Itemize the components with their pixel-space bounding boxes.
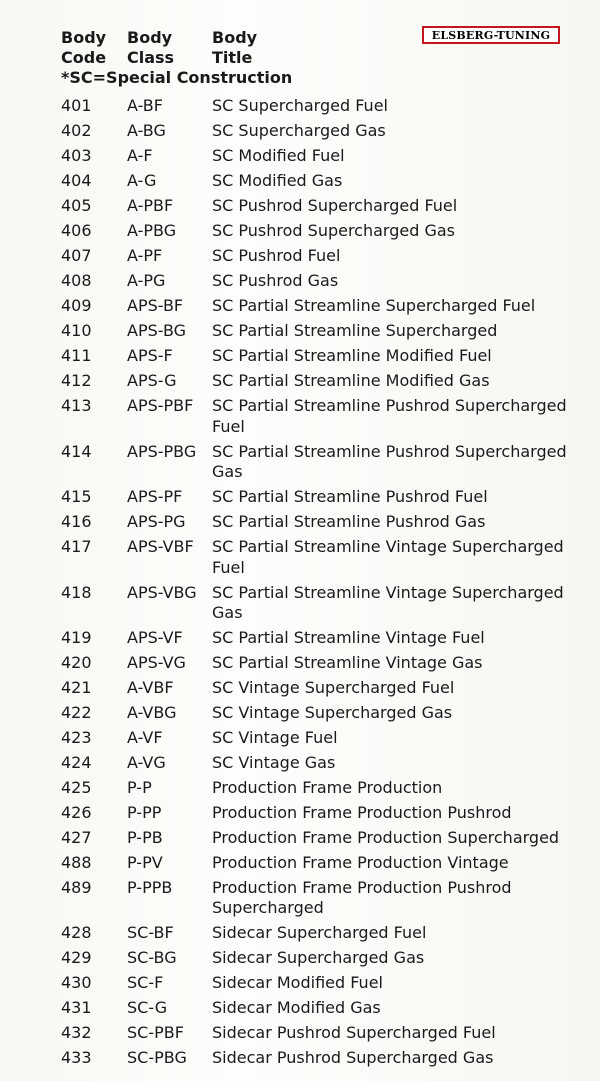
body-class-cell: A-PF [127,246,163,266]
body-code-cell: 422 [61,702,92,722]
body-title-cell: SC Modified Fuel [212,146,345,166]
table-row [0,1046,600,1071]
header-body-class: Body Class [127,28,175,67]
table-row [0,801,600,826]
body-code-cell: 430 [61,973,92,993]
body-title-cell: SC Pushrod Supercharged Fuel [212,196,458,216]
body-title-cell: Production Frame Production [212,777,443,797]
body-title-cell: Sidecar Supercharged Gas [212,948,425,968]
body-code-cell: 429 [61,948,92,968]
body-class-cell: A-PBG [127,221,177,241]
table-row [0,344,600,369]
body-class-cell: A-BG [127,121,166,141]
table-row [0,485,600,510]
body-class-cell: SC-PBF [127,1023,184,1043]
body-title-cell: SC Modified Gas [212,171,343,191]
body-code-table [0,94,600,1071]
body-class-cell: A-G [127,171,157,191]
body-code-cell: 489 [61,877,92,897]
table-row [0,119,600,144]
table-row [0,776,600,801]
body-code-cell: 417 [61,537,92,557]
body-code-cell: 404 [61,171,92,191]
body-class-cell: SC-G [127,998,168,1018]
body-code-cell: 414 [61,441,92,461]
body-title-cell: SC Pushrod Gas [212,271,339,291]
table-row [0,876,600,921]
body-class-cell: SC-PBG [127,1048,187,1068]
body-class-cell: SC-F [127,973,164,993]
body-class-cell: APS-F [127,346,173,366]
body-class-cell: SC-BF [127,923,174,943]
header-body-title: Body Title [212,28,258,67]
body-class-cell: P-P [127,777,152,797]
body-title-cell: Sidecar Pushrod Supercharged Fuel [212,1023,496,1043]
table-row [0,219,600,244]
body-class-cell: APS-PG [127,512,186,532]
table-row [0,439,600,484]
table-row [0,751,600,776]
table-row [0,946,600,971]
body-class-cell: P-PPB [127,877,173,897]
body-code-cell: 412 [61,371,92,391]
table-row [0,676,600,701]
table-row [0,510,600,535]
body-code-cell: 406 [61,221,92,241]
body-title-cell: Production Frame Production Pushrod Supercharged [212,877,512,918]
body-code-cell: 488 [61,852,92,872]
body-code-cell: 415 [61,487,92,507]
body-code-cell: 420 [61,652,92,672]
body-code-cell: 401 [61,96,92,116]
body-title-cell: SC Partial Streamline Vintage Supercharged Fuel [212,537,564,577]
body-code-cell: 407 [61,246,92,266]
body-title-cell: SC Partial Streamline Vintage Supercharged Gas [212,582,564,622]
header-body-code: Body Code [61,28,107,67]
body-class-cell: APS-BF [127,296,184,316]
body-class-cell: APS-VF [127,627,183,647]
body-class-cell: APS-PBF [127,396,194,416]
body-class-cell: A-F [127,146,153,166]
sc-footnote: *SC=Special Construction [61,68,293,87]
body-code-cell: 413 [61,396,92,416]
body-title-cell: SC Partial Streamline Supercharged [212,321,498,341]
body-code-cell: 410 [61,321,92,341]
body-title-cell: Sidecar Supercharged Fuel [212,923,427,943]
body-title-cell: SC Partial Streamline Supercharged Fuel [212,296,536,316]
table-row [0,94,600,119]
body-class-cell: APS-VBG [127,582,197,602]
table-row [0,921,600,946]
body-title-cell: SC Partial Streamline Vintage Fuel [212,627,485,647]
body-class-cell: A-VBF [127,677,174,697]
body-code-cell: 424 [61,752,92,772]
body-code-cell: 409 [61,296,92,316]
body-title-cell: Production Frame Production Pushrod [212,802,512,822]
table-row [0,626,600,651]
table-row [0,169,600,194]
body-class-cell: APS-PF [127,487,183,507]
table-row [0,294,600,319]
body-code-cell: 426 [61,802,92,822]
body-title-cell: Sidecar Pushrod Supercharged Gas [212,1048,494,1068]
body-code-cell: 405 [61,196,92,216]
body-title-cell: SC Vintage Gas [212,752,336,772]
body-class-cell: APS-VBF [127,537,194,557]
body-title-cell: Sidecar Modified Fuel [212,973,383,993]
body-title-cell: SC Vintage Fuel [212,727,338,747]
body-class-cell: A-PBF [127,196,174,216]
body-title-cell: SC Pushrod Supercharged Gas [212,221,455,241]
body-code-cell: 428 [61,923,92,943]
body-code-cell: 432 [61,1023,92,1043]
body-code-cell: 419 [61,627,92,647]
table-row [0,244,600,269]
body-title-cell: SC Supercharged Gas [212,121,386,141]
body-code-cell: 418 [61,582,92,602]
body-code-cell: 408 [61,271,92,291]
body-code-cell: 433 [61,1048,92,1068]
body-code-cell: 427 [61,827,92,847]
body-title-cell: SC Vintage Supercharged Gas [212,702,453,722]
table-row [0,701,600,726]
table-row [0,851,600,876]
table-row [0,535,600,580]
body-class-cell: P-PV [127,852,163,872]
body-title-cell: SC Partial Streamline Modified Gas [212,371,490,391]
body-title-cell: SC Partial Streamline Pushrod Supercharged Gas [212,441,567,482]
body-class-cell: APS-G [127,371,177,391]
body-class-cell: A-VG [127,752,166,772]
table-row [0,826,600,851]
table-row [0,1021,600,1046]
body-class-cell: A-BF [127,96,163,116]
body-title-cell: SC Partial Streamline Pushrod Gas [212,512,486,532]
body-code-cell: 416 [61,512,92,532]
body-title-cell: Sidecar Modified Gas [212,998,381,1018]
body-class-cell: APS-VG [127,652,186,672]
body-title-cell: Production Frame Production Vintage [212,852,509,872]
body-class-cell: APS-BG [127,321,187,341]
body-class-cell: P-PB [127,827,163,847]
body-code-cell: 431 [61,998,92,1018]
body-class-cell: P-PP [127,802,162,822]
table-row [0,726,600,751]
table-row [0,319,600,344]
body-code-cell: 423 [61,727,92,747]
body-title-cell: SC Supercharged Fuel [212,96,388,116]
body-title-cell: SC Vintage Supercharged Fuel [212,677,455,697]
table-row [0,269,600,294]
table-row [0,144,600,169]
body-code-cell: 425 [61,777,92,797]
table-row [0,651,600,676]
body-class-cell: APS-PBG [127,441,197,461]
body-class-cell: A-PG [127,271,166,291]
body-class-cell: SC-BG [127,948,177,968]
body-class-cell: A-VBG [127,702,177,722]
body-title-cell: SC Partial Streamline Pushrod Fuel [212,487,488,507]
table-row [0,971,600,996]
body-code-cell: 402 [61,121,92,141]
body-class-cell: A-VF [127,727,163,747]
body-title-cell: SC Partial Streamline Pushrod Supercharged Fuel [212,396,567,436]
body-title-cell: Production Frame Production Supercharged [212,827,560,847]
body-title-cell: SC Pushrod Fuel [212,246,341,266]
table-row [0,580,600,625]
table-row [0,194,600,219]
watermark-logo: ELSBERG-TUNING [422,26,560,44]
table-row [0,996,600,1021]
body-code-cell: 403 [61,146,92,166]
body-title-cell: SC Partial Streamline Modified Fuel [212,346,492,366]
table-row [0,394,600,439]
body-title-cell: SC Partial Streamline Vintage Gas [212,652,483,672]
body-code-cell: 421 [61,677,92,697]
body-code-cell: 411 [61,346,92,366]
table-row [0,369,600,394]
